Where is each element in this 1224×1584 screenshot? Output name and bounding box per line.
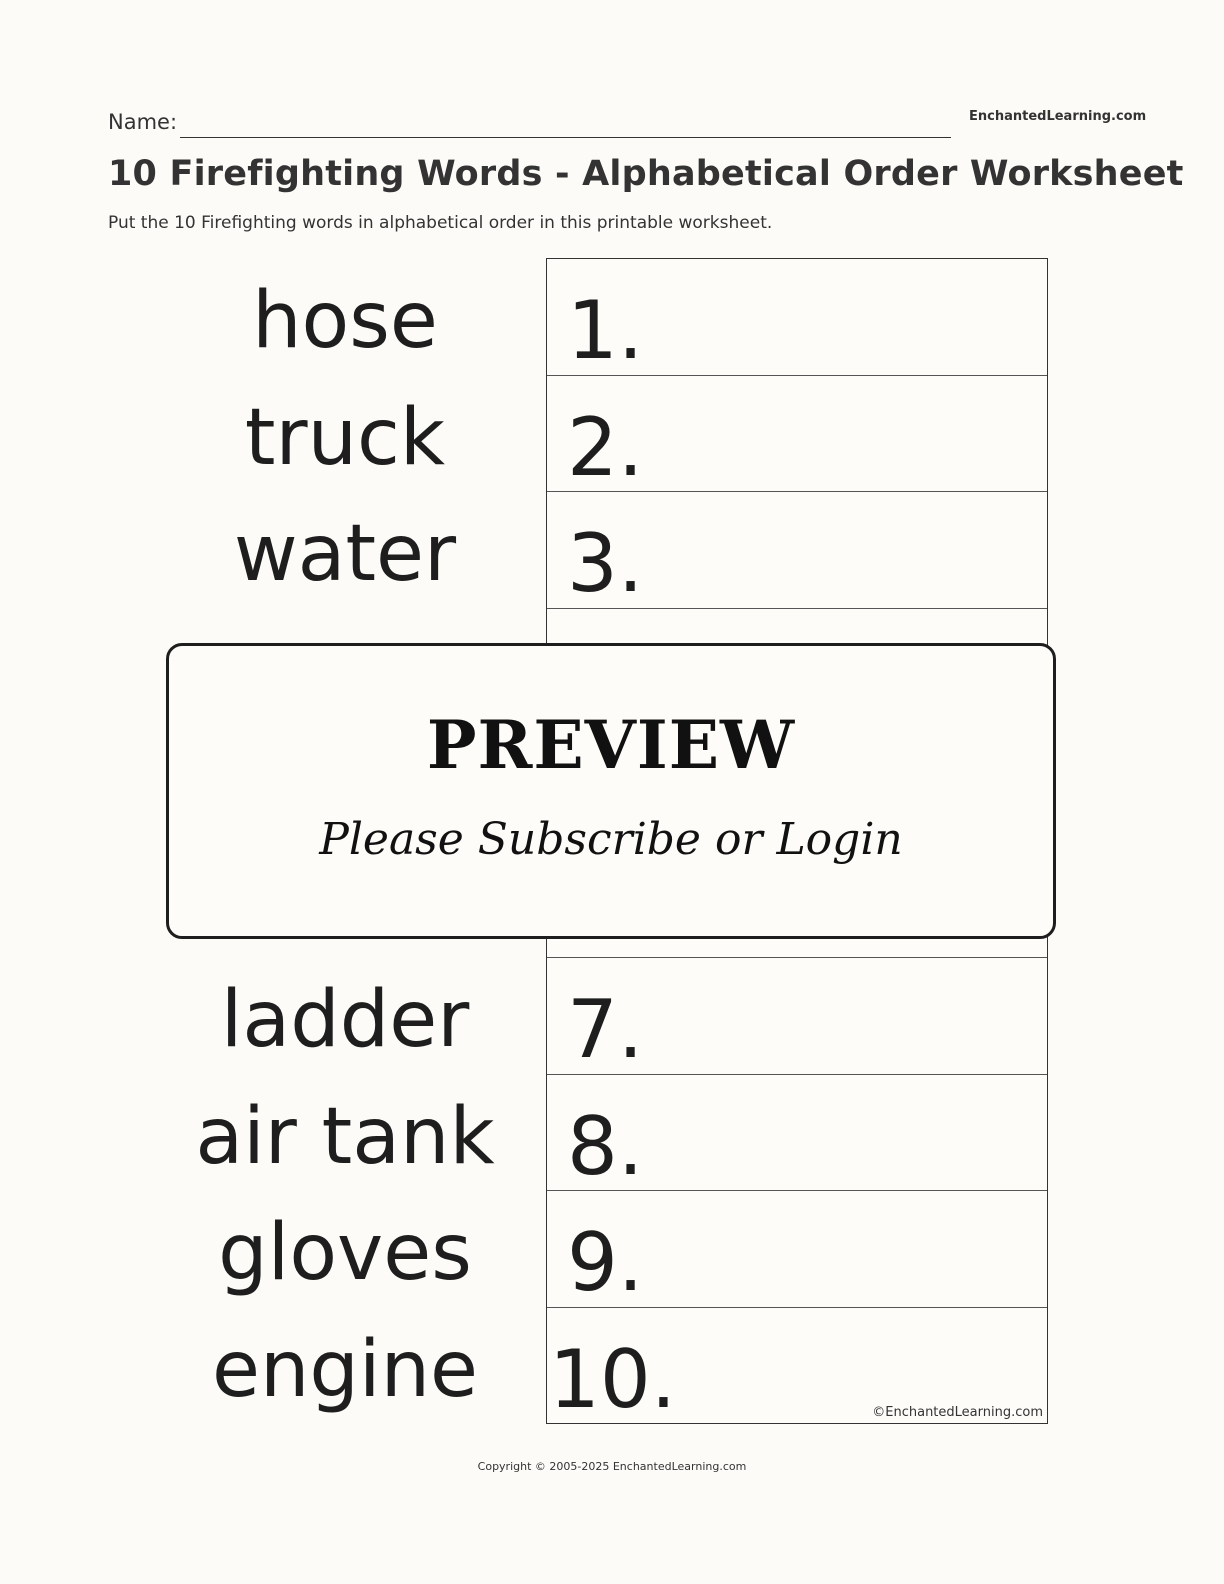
answer-number: 9. (567, 1216, 644, 1309)
word-item: gloves (218, 1208, 472, 1298)
answer-row[interactable] (547, 376, 1047, 493)
preview-title: PREVIEW (426, 706, 796, 784)
answer-number: 8. (567, 1099, 644, 1193)
answer-number: 2. (567, 400, 644, 494)
site-brand[interactable]: EnchantedLearning.com (969, 109, 1147, 124)
box-credit: ©EnchantedLearning.com (872, 1405, 1043, 1420)
answer-row[interactable] (547, 958, 1047, 1075)
name-line[interactable] (180, 137, 951, 138)
answer-number: 10. (549, 1332, 677, 1426)
copyright-footer: Copyright © 2005-2025 EnchantedLearning.com (477, 1460, 747, 1473)
word-item: truck (244, 392, 446, 483)
answer-row[interactable] (547, 1308, 1047, 1425)
word-item: engine (211, 1324, 479, 1415)
word-item: hose (252, 276, 438, 366)
answer-number: 1. (567, 284, 644, 377)
answer-row[interactable] (547, 259, 1047, 376)
word-item: ladder (220, 975, 470, 1065)
subscribe-login-prompt[interactable]: Please Subscribe or Login (319, 814, 903, 865)
word-item: water (233, 509, 457, 599)
answer-number: 3. (567, 517, 644, 610)
answer-row[interactable] (547, 492, 1047, 609)
answer-row[interactable] (547, 1075, 1047, 1192)
answer-number: 7. (567, 983, 644, 1076)
page-subtitle: Put the 10 Firefighting words in alphabetical order in this printable worksheet. (108, 213, 773, 233)
word-item: air tank (195, 1091, 495, 1182)
page-title: 10 Firefighting Words - Alphabetical Order Worksheet (108, 154, 1184, 194)
name-label: Name: (108, 110, 178, 134)
preview-overlay[interactable] (166, 643, 1056, 939)
answer-row[interactable] (547, 1191, 1047, 1308)
